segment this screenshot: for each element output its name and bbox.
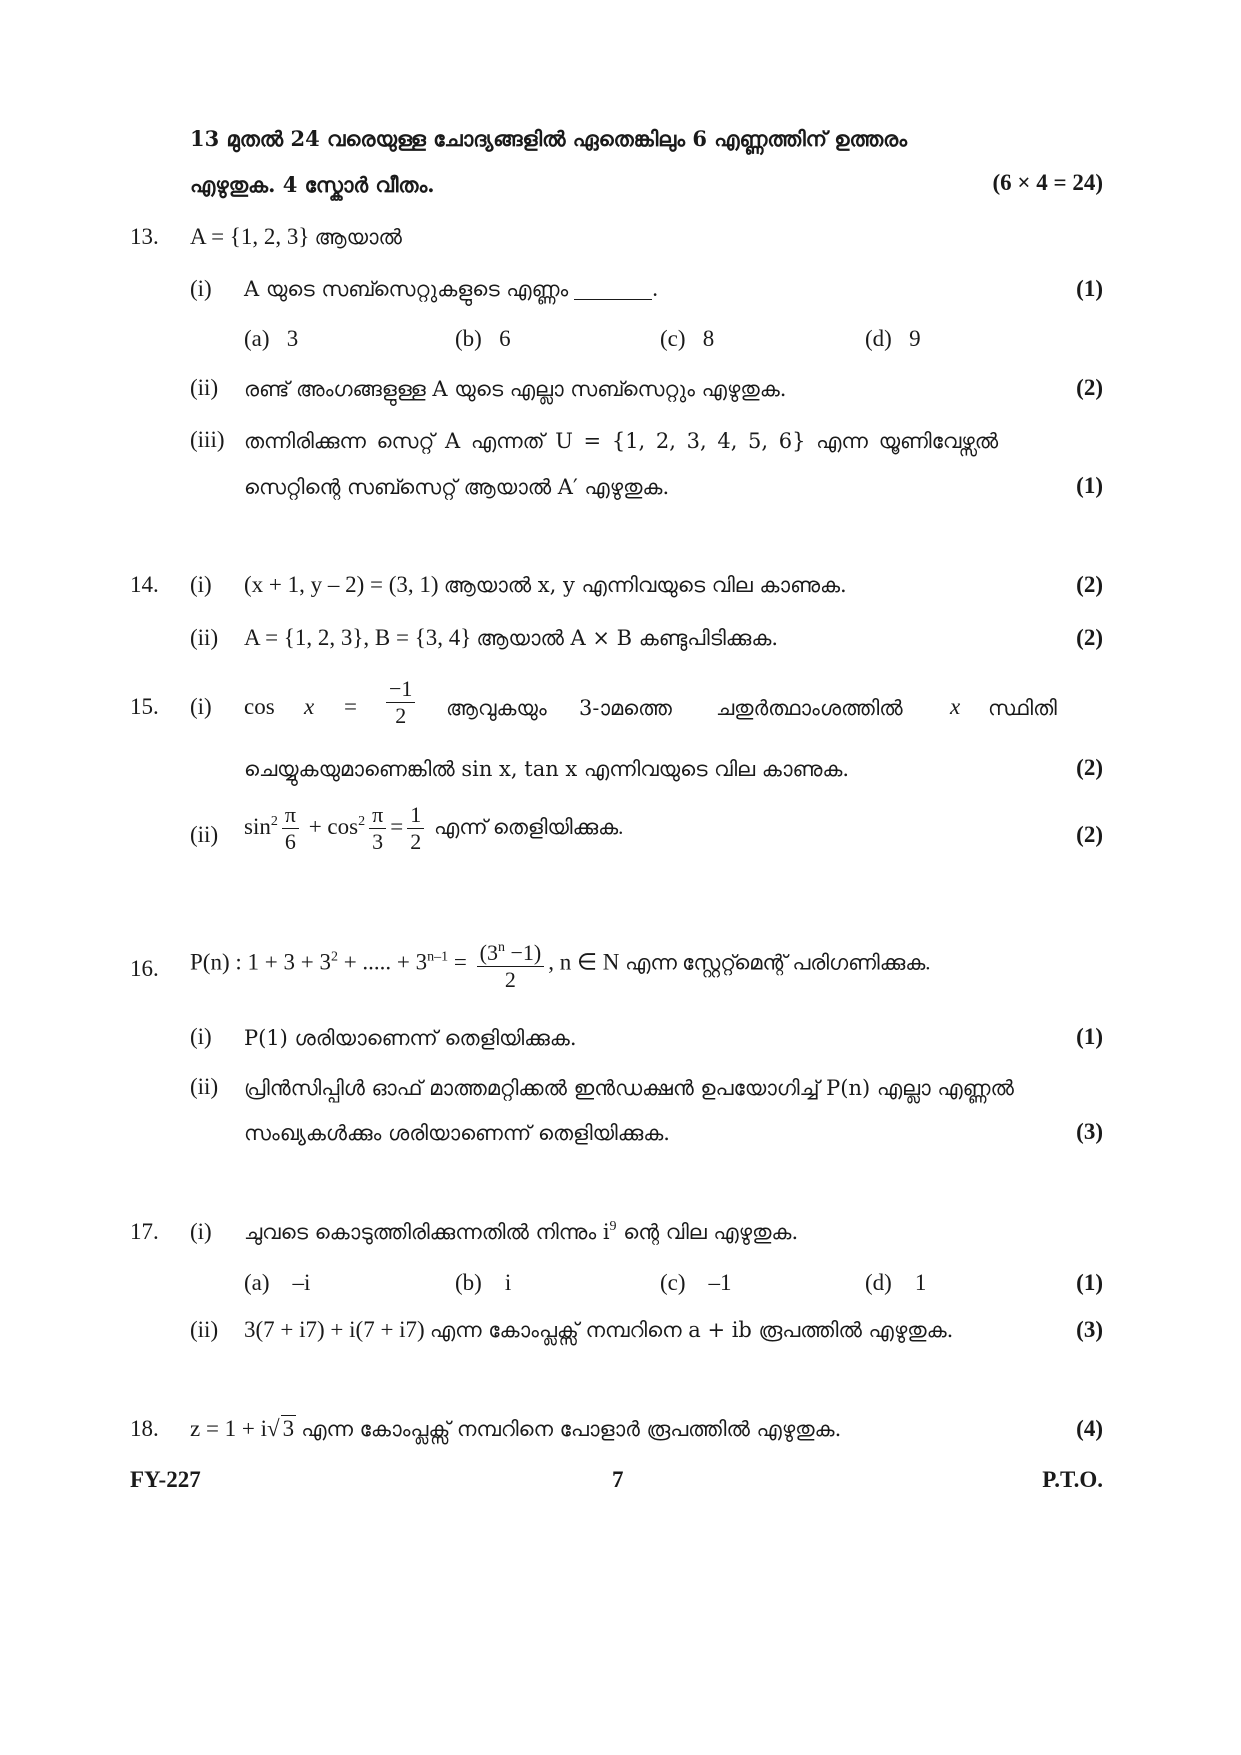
option-value: 1 xyxy=(914,1270,927,1295)
question-number: 13. xyxy=(130,224,159,249)
q15-i-eq: = xyxy=(344,694,357,719)
q17-i-text xyxy=(244,1219,798,1245)
q15-ii-question: എന്ന് തെളിയിക്കുക. xyxy=(433,814,624,839)
fraction xyxy=(477,935,545,993)
please-turn-over: P.T.O. xyxy=(1042,1467,1103,1492)
marks: (3) xyxy=(1076,1317,1103,1342)
q17-ii-math: 3(7 + i7) + i(7 + i7) xyxy=(244,1317,425,1342)
denominator: 2 xyxy=(504,967,516,992)
q13-ii-text: രണ്ട് അംഗങ്ങളുള്ള A യുടെ എല്ലാ സബ്സെറ്റും എഴുതുക. xyxy=(244,377,787,401)
statement-part: , n ∈ N xyxy=(548,949,620,975)
part-label: (i) xyxy=(190,572,212,597)
numerator-part: (3 xyxy=(479,940,498,965)
marks: (2) xyxy=(1076,572,1103,597)
instruction-line-2: എഴുതുക. 4 സ്കോർ വീതം. xyxy=(190,172,435,197)
option-label: (a) xyxy=(244,326,270,351)
part-label: (ii) xyxy=(190,1317,219,1342)
q18-text xyxy=(190,1416,841,1442)
q18-question: എന്ന കോംപ്ലക്സ് നമ്പറിനെ പോളാർ രൂപത്തിൽ എഴുതുക. xyxy=(301,1417,842,1441)
fraction xyxy=(386,676,415,729)
option-value: 8 xyxy=(702,326,715,351)
marks: (2) xyxy=(1076,822,1103,847)
q15-i-line-2: ചെയ്യുകയുമാണെങ്കിൽ sin x, tan x എന്നിവയുടെ വില കാണുക. xyxy=(244,757,850,781)
q13-stem-math: A = {1, 2, 3} xyxy=(190,224,310,249)
q13-i-text xyxy=(244,276,658,302)
question-number: 16. xyxy=(130,956,159,981)
part-label: (ii) xyxy=(190,625,219,650)
numerator: −1 xyxy=(386,676,415,703)
q14-ii-text xyxy=(244,625,778,651)
answer-blank xyxy=(574,299,652,300)
cos-fn: + cos xyxy=(308,813,359,839)
marks: (4) xyxy=(1076,1416,1103,1441)
paper-code: FY-227 xyxy=(130,1467,201,1492)
option-label: (d) xyxy=(865,326,892,351)
q17-i-question-end: ന്റെ വില എഴുതുക. xyxy=(616,1220,799,1244)
marks: (3) xyxy=(1076,1119,1103,1144)
statement-part: = xyxy=(448,949,467,975)
option-value: –i xyxy=(292,1270,311,1295)
q16-i-text: P(1) ശരിയാണെന്ന് തെളിയിക്കുക. xyxy=(244,1026,577,1050)
marks: (1) xyxy=(1076,1270,1103,1295)
question-number: 17. xyxy=(130,1219,159,1244)
q15-i-word-3: ചതുർത്ഥാംശത്തിൽ xyxy=(716,696,903,720)
instruction-line-1: 13 മുതൽ 24 വരെയുള്ള ചോദ്യങ്ങളിൽ ഏതെങ്കിലും 6 എണ്ണത്തിന് ഉത്തരം xyxy=(190,126,908,151)
page-number: 7 xyxy=(612,1467,624,1492)
q16-ii-line-1: പ്രിൻസിപ്പിൾ ഓഫ് മാത്തമറ്റിക്കൽ ഇൻഡക്ഷൻ ഉപയോഗിച്ച് P(n) എല്ലാ എണ്ണൽ xyxy=(244,1076,1014,1100)
numerator: 1 xyxy=(407,802,424,829)
part-label: (i) xyxy=(190,694,212,719)
exponent: n xyxy=(497,940,505,955)
q15-i-word-4: x xyxy=(950,694,961,719)
sin-fn: sin xyxy=(244,813,271,839)
option-value: 3 xyxy=(286,326,299,351)
q14-ii-question: ആയാൽ A × B കണ്ടുപിടിക്കുക. xyxy=(476,626,779,650)
numerator: π xyxy=(282,802,299,829)
marks: (1) xyxy=(1076,1024,1103,1049)
statement-part: P(n) : 1 + 3 + 3 xyxy=(190,949,331,975)
option-label: (c) xyxy=(660,326,686,351)
option-a xyxy=(244,1270,310,1296)
marks: (1) xyxy=(1076,276,1103,301)
sqrt-sign: √ xyxy=(267,1416,280,1441)
q13-iii-line-1: തന്നിരിക്കുന്ന സെറ്റ് A എന്നത് U = {1, 2, 3, 4, 5, 6} എന്ന യൂണിവേഴ്സൽ xyxy=(244,429,999,453)
q17-ii-text xyxy=(244,1317,953,1343)
question-number: 14. xyxy=(130,572,159,597)
exponent: n–1 xyxy=(427,949,449,965)
q17-ii-question: എന്ന കോംപ്ലക്സ് നമ്പറിനെ a + ib രൂപത്തിൽ എഴുതുക. xyxy=(429,1318,954,1342)
denominator: 6 xyxy=(284,829,296,854)
q18-math: z = 1 + i xyxy=(190,1416,268,1441)
part-label: (ii) xyxy=(190,1074,219,1099)
option-value: 9 xyxy=(909,326,921,351)
option-d xyxy=(865,326,921,352)
fraction xyxy=(282,802,299,855)
q15-i-fraction xyxy=(382,676,419,729)
option-value: i xyxy=(504,1270,512,1295)
option-label: (b) xyxy=(455,326,482,351)
q15-i-word-2: 3-ാമത്തെ xyxy=(579,696,672,720)
fraction xyxy=(407,802,424,855)
q14-ii-math: A = {1, 2, 3}, B = {3, 4} xyxy=(244,625,472,650)
q15-i-word-1: ആവുകയും xyxy=(446,696,547,720)
option-label: (a) xyxy=(244,1270,270,1295)
option-label: (b) xyxy=(455,1270,482,1295)
question-number: 15. xyxy=(130,694,159,719)
q17-i-question: ചുവടെ കൊടുത്തിരിക്കുന്നതിൽ നിന്നും i xyxy=(244,1220,610,1244)
part-label: (i) xyxy=(190,1219,212,1244)
part-label: (iii) xyxy=(190,427,225,452)
option-c xyxy=(660,1270,732,1296)
option-label: (d) xyxy=(865,1270,892,1295)
part-label: (ii) xyxy=(190,822,219,847)
option-b xyxy=(455,326,511,352)
option-value: 6 xyxy=(499,326,511,351)
part-label: (i) xyxy=(190,1024,212,1049)
part-label: (ii) xyxy=(190,375,219,400)
q16-stem xyxy=(190,935,931,993)
q13-iii-line-2: സെറ്റിന്റെ സബ്സെറ്റ് ആയാൽ A′ എഴുതുക. xyxy=(244,475,670,499)
q14-i-question: ആയാൽ x, y എന്നിവയുടെ വില കാണുക. xyxy=(443,573,847,597)
exponent: 9 xyxy=(609,1219,617,1234)
marks: (2) xyxy=(1076,375,1103,400)
option-label: (c) xyxy=(660,1270,686,1295)
numerator-part: −1) xyxy=(504,940,542,965)
option-a xyxy=(244,326,298,352)
exponent: 2 xyxy=(358,813,366,829)
statement-part: + ..... + 3 xyxy=(337,949,428,975)
marks: (2) xyxy=(1076,755,1103,780)
denominator: 2 xyxy=(410,829,422,854)
fraction xyxy=(369,802,386,855)
question-number: 18. xyxy=(130,1416,159,1441)
numerator xyxy=(477,935,545,967)
exponent: 2 xyxy=(330,949,338,965)
exponent: 2 xyxy=(270,813,278,829)
equals: = xyxy=(390,813,404,839)
q15-ii-formula xyxy=(244,802,623,855)
q15-i-word-5: സ്ഥിതി xyxy=(988,696,1057,720)
denominator: 2 xyxy=(395,703,407,728)
option-b xyxy=(455,1270,511,1296)
sqrt-radicand: 3 xyxy=(282,1416,295,1441)
q14-i-math: (x + 1, y – 2) = (3, 1) xyxy=(244,572,439,597)
marks: (2) xyxy=(1076,625,1103,650)
option-c xyxy=(660,326,714,352)
q13-stem xyxy=(190,224,402,250)
part-label: (i) xyxy=(190,276,212,301)
q16-stem-text: എന്ന സ്റ്റേറ്റ്മെന്റ് പരിഗണിക്കുക. xyxy=(625,950,931,975)
q13-i-end: . xyxy=(652,276,658,301)
q15-i-var: x xyxy=(304,694,315,719)
denominator: 3 xyxy=(372,829,384,854)
numerator: π xyxy=(369,802,386,829)
option-value: –1 xyxy=(708,1270,732,1295)
q16-ii-line-2: സംഖ്യകൾക്കും ശരിയാണെന്ന് തെളിയിക്കുക. xyxy=(244,1121,670,1145)
instruction-score: (6 × 4 = 24) xyxy=(992,170,1103,195)
q13-i-question: A യുടെ സബ്സെറ്റുകളുടെ എണ്ണം xyxy=(244,277,569,301)
q15-i-cos: cos xyxy=(244,694,275,719)
q13-stem-text: ആയാൽ xyxy=(314,225,402,249)
q14-i-text xyxy=(244,572,847,598)
option-d xyxy=(865,1270,926,1296)
marks: (1) xyxy=(1076,473,1103,498)
